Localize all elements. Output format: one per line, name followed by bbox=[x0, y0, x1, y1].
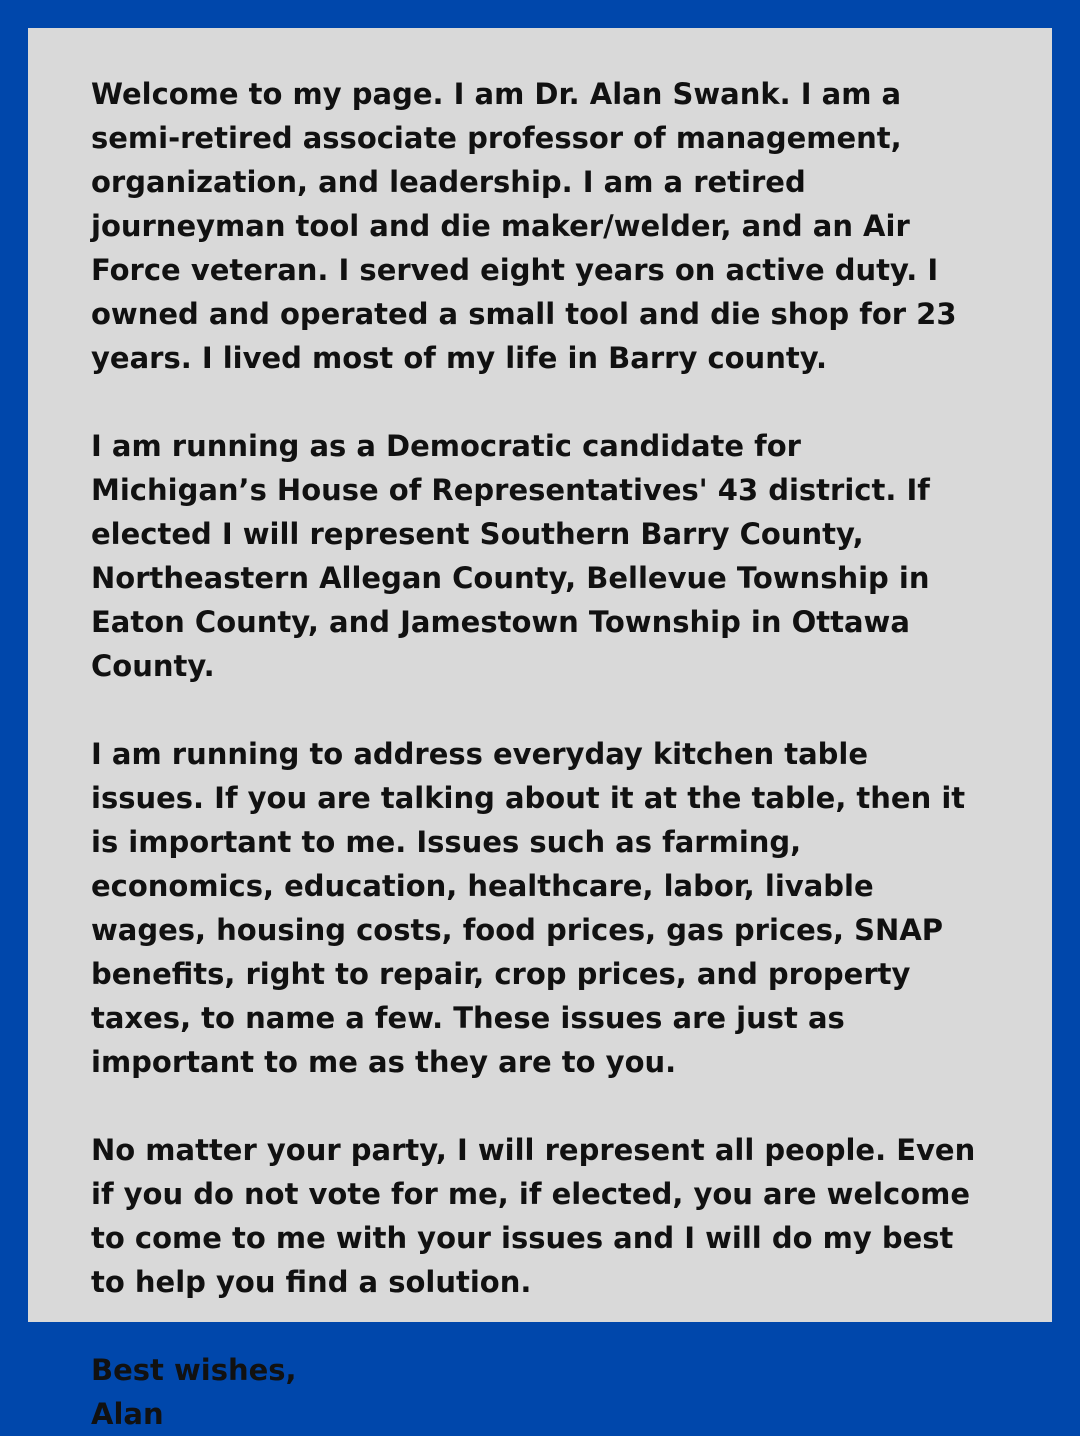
paragraph-intro: Welcome to my page. I am Dr. Alan Swank. I am a semi-retired associate professor of management, organization, and leadership. I am a retired journeyman tool and die maker/welder, and an Air Force veteran. I served eight years on active duty. I owned and operated a small tool and die shop for 23 years. I lived most of my life in Barry county. bbox=[91, 77, 957, 375]
paragraph-representation: No matter your party, I will represent all people. Even if you do not vote for me, if elected, you are welcome to come to me with your issues and I will do my best to help you find a solution. bbox=[91, 1133, 976, 1299]
signoff-block bbox=[91, 1348, 982, 1436]
closing-line: Best wishes, bbox=[91, 1353, 297, 1387]
signature-name: Alan bbox=[91, 1397, 164, 1431]
paragraph-candidacy: I am running as a Democratic candidate for Michigan’s House of Representatives' 43 district. If elected I will represent Southern Barry County, Northeastern Allegan County, Bellevue Township in Eaton County, and Jamestown Township in Ottawa County. bbox=[91, 429, 930, 683]
letter-panel bbox=[28, 28, 1052, 1431]
paragraph-issues: I am running to address everyday kitchen table issues. If you are talking about it at the table, then it is important to me. Issues such as farming, economics, education, healthcare, labor, livable wages, housing costs, food prices, gas prices, SNAP benefits, right to repair, crop prices, and property taxes, to name a few. These issues are just as important to me as they are to you. bbox=[91, 737, 966, 1079]
letter-body bbox=[91, 72, 982, 1436]
